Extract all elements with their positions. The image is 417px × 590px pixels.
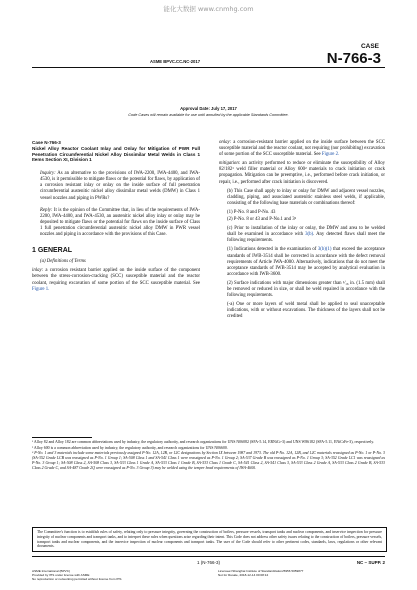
paragraph-c1-text: (1) Indications detected in the examination of — [227, 247, 318, 253]
paragraph-c-text2: . Any detected flaws shall meet the following requirements. — [227, 232, 385, 244]
paragraph-b2: (2) P-No. 8 or 43 and P-No.1 and 3³ — [227, 217, 297, 223]
ref-3b1-link[interactable]: 3(b)(1) — [317, 247, 332, 253]
paragraph-c1 — [219, 247, 385, 277]
reply-paragraph — [32, 208, 200, 238]
mitigation-definition — [219, 161, 385, 185]
approval-note: Code Cases will remain available for use until annulled by the applicable Standards Committee. — [128, 113, 289, 117]
definitions-heading: (a) Definitions of Terms — [40, 259, 86, 265]
case-number: N-766-3 — [326, 50, 381, 67]
reply-label: Reply: — [40, 207, 53, 213]
inlay-definition — [32, 268, 200, 292]
watermark: 能化大数据 www.cnmhg.com — [163, 5, 254, 13]
paragraph-b1: (1) P-No. 8 and P-No. 43 — [227, 209, 276, 215]
onlay-text: a corrosion-resistant barrier applied on the inside surface between the SCC susceptible material and the reactor coolant, not requiring (nor prohibiting) excavation of some portion of the SCC susceptible material. See — [219, 140, 385, 158]
paragraph-c2a: (-a) One or more layers of weld metal shall be applied to seal unacceptable indications, with or without excavations. The thickness of the layers shall not be credited — [227, 302, 385, 320]
committee-disclaimer-box: The Committee's function is to establish rules of safety, relating only to pressure integrity, governing the construction of boilers, pressure vessels, transport tanks and nuclear components, and inservice inspection for pressure integrity of nuclear components and transport tanks, and to interpret these rules when questions arise regarding their intent. This Code does not address other safety issues relating to the construction of boilers, pressure vessels, transport tanks and nuclear components, and the inservice inspection of nuclear components and transport tanks. The user of the Code should refer to other pertinent codes, standards, laws, regulations or other relevant documents. — [32, 527, 387, 552]
license-provider: ASME International (BPVC) Provided by IHS under license with ASME No reproduction or networking permitted without license from IHS — [32, 569, 122, 581]
section-title: 1 GENERAL — [32, 247, 73, 255]
inquiry-text: As an alternative to the provisions of IWA-2200, IWA-4400, and IWA-4530, is it permissible to mitigate flaws or the potential for flaws, by application of a corrosion resistant inlay or onlay on the inside surface of full penetration circumferential austenitic nickel alloy dissimilar metal welds (DMW) in Class 1 vessel nozzles and piping in PWRs? — [40, 171, 200, 201]
ref-3b-link[interactable]: 3(b) — [305, 232, 314, 238]
figure-2-link[interactable]: Figure 2. — [321, 152, 340, 158]
footnotes — [32, 440, 385, 472]
footnote-2: ² Alloy 600 is a common abbreviation used by industry, the regulatory authority, and research organizations for UNS N06600. — [32, 445, 228, 450]
inquiry-paragraph — [32, 171, 200, 201]
mitigation-text: an activity performed to reduce or eliminate the susceptibility of Alloy 82/182¹ weld filler material or Alloy 600² materials to crack initiation or crack propagation. Mitigation can be preemptive, i.e., performed before crack initiation, or repair, i.e., performed after crack initiation is discovered. — [219, 161, 385, 185]
footer-rule — [32, 556, 385, 557]
case-title: Case N-766-3 Nickel Alloy Reactor Coolant Inlay and Onlay for Mitigation of PWR Full Penetration Circumferential Nickel Alloy Dissimilar Metal Welds in Class 1 Items Section XI, Division 1 — [32, 140, 200, 163]
onlay-term: onlay: — [219, 140, 232, 145]
supplement-label: NC – SUPP. 2 — [356, 560, 385, 565]
mitigation-term: mitigation: — [219, 161, 241, 167]
right-column — [219, 140, 385, 323]
case-label: CASE — [360, 43, 379, 50]
publication-id: ASME BPVC.CC.NC-2017 — [150, 59, 201, 64]
reply-text: It is the opinion of the Committee that, in lieu of the requirements of IWA-2200, IWA-4400, and IWA-4530, an austenitic nickel alloy inlay or onlay may be deposited to mitigate flaws or the potential for flaws on the inside surface of Class 1 full penetration circumferential austenitic nickel alloy DMW in PWR vessel nozzles and piping in accordance with the provisions of this Case. — [40, 207, 200, 238]
inquiry-label: Inquiry: — [40, 171, 56, 177]
paragraph-c-text: (c) Prior to installation of the inlay or onlay, the DMW and area to be welded shall be examined in accordance with — [227, 226, 385, 238]
figure-1-link[interactable]: Figure 1. — [32, 286, 50, 292]
inlay-text: a corrosion resistant barrier applied on the inside surface of the component between the stress-corrosion-cracking (SCC) susceptible material and the reactor coolant, requiring excavation of some portion of the SCC susceptible material. See — [32, 268, 200, 286]
onlay-definition — [219, 140, 385, 158]
footnote-3: ³ P-No. 1 and 3 materials include some materials previously assigned P-No. 12A, 12B, or 12C designations by Section IX between 1987 and 1973. The old P-No. 12A, 12B, and 12C materials reassigned as P-No. 1 or P-No. 3 (SA-352 Grade LCB was reassigned as P-No. 1 Group 1; SA-508 Class 1 and SA-541 Class 1 were reassigned as P-No. 1 Group 2; SA-537 Grade B was reassigned as P-No. 1 Group 3; SA-352 Grade LC1 was reassigned as P-No. 3 Group 1; SA-508 Class 2, SA-508 Class 3, SA-533 Class 1 Grade A, SA-533 Class 1 Grade B, SA-533 Class 1 Grade C, SA-541 Class 2, SA-541 Class 3, SA-533 Class 2 Grade A, SA-533 Class 2 Grade B, SA-533 Class 2 Grade C, and SA-487 Grade 2Q were reassigned as P-No. 3 Group 3) may be welded using the temper bead requirements of IWA-4600. — [32, 451, 385, 470]
paragraph-c2: (2) Surface indications with major dimensions greater than ¹⁄₁₆ in. (1.5 mm) shall be removed or reduced in size, or shall be weld repaired in accordance with the following requirements. — [227, 280, 385, 299]
left-column — [32, 140, 200, 296]
page-number: 1 (N-766-3) — [196, 560, 220, 565]
paragraph-b: (b) This Case shall apply to inlay or onlay for DMW and adjacent vessel nozzles, cladding, piping, and associated austenitic stainless steel welds, if applicable, consisting of the following base materials or combinations thereof: — [227, 188, 385, 206]
licensee-info: Licensee=Shanghai Institute of Standardization/5956 5059877 Not for Resale, 2018-12-14 00:08:12 — [218, 569, 304, 577]
paragraph-c1-text2: that exceed the acceptance standards of IWB-3514 shall be corrected in accordance with the defect removal requirements of Article IWA-4000. Alternatively, indications that do not meet the acceptance standards of IWB-3514 may be accepted by analytical evaluation in accordance with IWB-3600. — [227, 247, 385, 277]
inlay-term: inlay: — [32, 268, 44, 274]
header-rule — [32, 67, 385, 68]
footnote-rule — [32, 437, 92, 438]
approval-date: Approval Date: July 17, 2017 — [180, 106, 237, 111]
paragraph-c — [219, 226, 385, 244]
footnote-1: ¹ Alloy 82 and Alloy 182 are common abbreviations used by industry, the regulatory authority, and research organizations for UNS N06082 (SFA-5.14, ERNiCr-3) and UNS W86182 (SFA-5.11, ENiCrFe-3), respectively. — [32, 440, 374, 444]
